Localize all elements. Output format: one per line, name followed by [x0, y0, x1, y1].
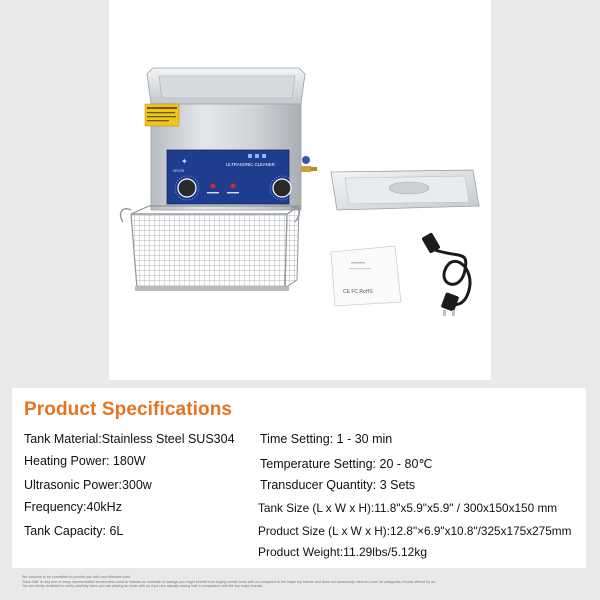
spec-tank-size: Tank Size (L x W x H):11.8"x5.9"x5.9" / 300x150x150 mm — [258, 501, 558, 515]
svg-text:✦: ✦ — [181, 157, 188, 166]
disclaimer-line: We continue to be committed to provide you with cost-effective tools. — [22, 575, 132, 579]
spec-tank-capacity: Tank Capacity: 6L — [24, 524, 124, 538]
specifications-card — [12, 388, 586, 568]
certification-marks: CE FC RoHS — [343, 289, 373, 295]
brand-mark: VEVOR — [173, 169, 185, 173]
power-led-icon — [211, 184, 216, 189]
tank-lid — [331, 170, 479, 210]
disclaimer-line: You are kindly reminded to verify carefully when you are placing an order with us if you are actually saving half in comparison with the top major brands. — [22, 584, 263, 589]
spec-product-weight: Product Weight:11.29lbs/5.12kg — [258, 545, 427, 559]
spec-frequency: Frequency:40kHz — [24, 500, 122, 514]
disclaimer-line: 'Save Half' is only one of many representative benchmarks used to indicate an estimate of savings you might benefit from buying certain tools with us compared to the major top brands and does not necessarily mean to cover all categories of tools offered by us. — [22, 579, 436, 584]
product-photo-panel — [109, 0, 491, 380]
user-manual — [331, 246, 401, 306]
mesh-basket — [121, 206, 300, 291]
ultrasonic-cleaner-unit — [145, 68, 317, 210]
power-cord — [421, 232, 470, 316]
spec-transducer-quantity: Transducer Quantity: 3 Sets — [260, 478, 416, 492]
panel-label: ULTRASONIC CLEANER — [226, 162, 275, 167]
product-photo — [109, 0, 491, 380]
drain-valve-icon — [301, 166, 311, 172]
spec-product-size: Product Size (L x W x H):12.8"×6.9"x10.8"/325x175x275mm — [258, 524, 572, 538]
disclaimer-fine-print — [22, 575, 578, 589]
timer-knob-icon — [178, 179, 196, 197]
spec-temperature-setting: Temperature Setting: 20 - 80℃ — [260, 457, 433, 471]
heat-knob-icon — [273, 179, 291, 197]
specifications-heading: Product Specifications — [24, 399, 233, 420]
spec-heating-power: Heating Power: 180W — [24, 454, 146, 468]
spec-ultrasonic-power: Ultrasonic Power:300w — [24, 478, 152, 492]
spec-tank-material: Tank Material:Stainless Steel SUS304 — [24, 432, 235, 446]
spec-time-setting: Time Setting: 1 - 30 min — [260, 432, 393, 446]
heat-led-icon — [231, 184, 236, 189]
